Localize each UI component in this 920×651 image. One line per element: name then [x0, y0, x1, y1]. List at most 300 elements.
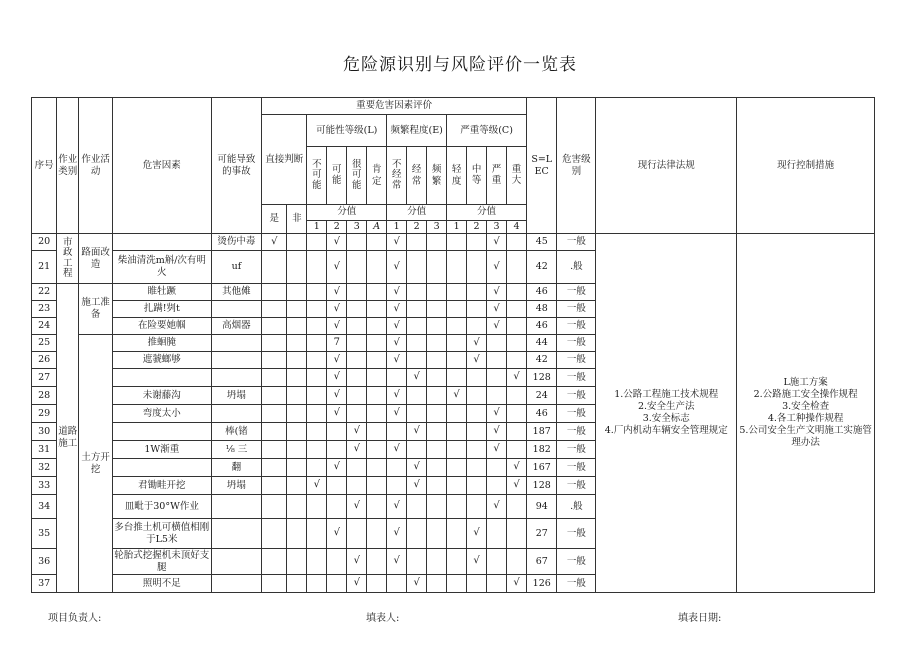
row-severity-cell: [487, 335, 507, 352]
row-possibility-cell: [347, 405, 367, 423]
row-possibility-cell: [327, 549, 347, 575]
row-frequency-cell: [407, 441, 427, 459]
row-direct-yes: [262, 369, 287, 387]
row-severity-cell: [467, 318, 487, 335]
row-direct-yes: [262, 387, 287, 405]
row-score: 42: [527, 251, 557, 284]
row-possibility-cell: √: [327, 318, 347, 335]
row-severity-cell: √: [487, 301, 507, 318]
row-hazard: 多台推土机可横值相刚于L5米: [112, 519, 211, 549]
row-hazard: 轮胎式挖握机未顶好支腿: [114, 549, 210, 573]
header-num: 1: [387, 221, 407, 234]
row-possibility-cell: √: [327, 234, 347, 251]
header-possibility: 可能性等级(L): [307, 115, 387, 147]
row-hazard: 推蛔腌: [112, 335, 211, 352]
row-level: 一般: [557, 459, 596, 477]
row-direct-yes: [262, 459, 287, 477]
header-num: 2: [407, 221, 427, 234]
row-severity-cell: √: [487, 284, 507, 301]
row-severity-cell: [447, 519, 467, 549]
footer-filler: 填表人:: [366, 613, 400, 624]
row-possibility-cell: √: [327, 519, 347, 549]
row-frequency-cell: √: [387, 441, 407, 459]
row-direct-no: [287, 284, 307, 301]
row-frequency-cell: [387, 575, 407, 593]
header-category: 作业类别: [57, 98, 79, 234]
row-frequency-cell: [427, 301, 447, 318]
table-row: [32, 234, 875, 251]
table-body: [32, 234, 875, 593]
row-direct-no: [287, 335, 307, 352]
row-severity-cell: [487, 549, 507, 575]
row-seq: 27: [32, 369, 57, 387]
header-f-often: 经常: [407, 147, 427, 205]
row-severity-cell: [507, 251, 527, 284]
row-frequency-cell: [427, 335, 447, 352]
row-possibility-cell: [347, 301, 367, 318]
row-severity-cell: [467, 387, 487, 405]
row-severity-cell: √: [467, 335, 487, 352]
row-frequency-cell: [427, 318, 447, 335]
row-severity-cell: √: [507, 459, 527, 477]
category-road: 道路施工: [57, 284, 79, 593]
row-score: 167: [527, 459, 557, 477]
row-hazard: [112, 369, 211, 387]
row-accident: ⅛ 三: [211, 441, 261, 459]
row-direct-no: [287, 441, 307, 459]
row-severity-cell: [487, 477, 507, 495]
row-direct-no: [287, 352, 307, 369]
row-accident: [211, 519, 261, 549]
row-accident: uf: [211, 251, 261, 284]
row-severity-cell: [447, 234, 467, 251]
row-severity-cell: √: [467, 352, 487, 369]
row-level: 一般: [557, 575, 596, 593]
row-possibility-cell: [347, 234, 367, 251]
row-frequency-cell: [427, 495, 447, 519]
row-possibility-cell: [347, 352, 367, 369]
row-hazard: 1W渐重: [112, 441, 211, 459]
row-frequency-cell: [427, 477, 447, 495]
row-level: 一般: [557, 387, 596, 405]
law-item: 4.厂内机动车辆安全管理规定: [604, 424, 728, 436]
row-severity-cell: [487, 459, 507, 477]
row-possibility-cell: [307, 459, 327, 477]
page-title: 危险源识别与风险评价一览表: [343, 55, 577, 75]
row-frequency-cell: [407, 352, 427, 369]
row-seq: 32: [32, 459, 57, 477]
row-seq: 29: [32, 405, 57, 423]
row-severity-cell: [447, 301, 467, 318]
row-frequency-cell: √: [387, 495, 407, 519]
row-possibility-cell: [307, 251, 327, 284]
header-num: 2: [467, 221, 487, 234]
row-possibility-cell: [367, 335, 387, 352]
row-possibility-cell: [367, 284, 387, 301]
row-severity-cell: [467, 575, 487, 593]
row-possibility-cell: [367, 549, 387, 575]
row-severity-cell: √: [487, 441, 507, 459]
header-yes: 是: [262, 205, 287, 234]
row-possibility-cell: [367, 575, 387, 593]
row-frequency-cell: [427, 575, 447, 593]
row-frequency-cell: [407, 234, 427, 251]
row-frequency-cell: √: [387, 335, 407, 352]
row-direct-yes: [262, 318, 287, 335]
row-possibility-cell: [347, 284, 367, 301]
row-severity-cell: [507, 519, 527, 549]
row-severity-cell: √: [507, 369, 527, 387]
row-possibility-cell: [307, 352, 327, 369]
row-severity-cell: [447, 549, 467, 575]
header-score-c: 分值: [447, 205, 527, 219]
header-score-e: 分值: [387, 205, 447, 219]
row-severity-cell: [467, 251, 487, 284]
row-accident: [211, 301, 261, 318]
row-possibility-cell: [307, 423, 327, 441]
row-seq: 25: [32, 335, 57, 352]
row-frequency-cell: [407, 387, 427, 405]
header-direct: 直接判断: [262, 115, 307, 205]
row-possibility-cell: [307, 301, 327, 318]
row-direct-no: [287, 318, 307, 335]
header-seq: 序号: [32, 98, 57, 234]
row-frequency-cell: [427, 284, 447, 301]
measure-item: 5.公司安全生产文明施工实施管理办法: [739, 424, 872, 448]
row-frequency-cell: [387, 369, 407, 387]
row-severity-cell: [447, 369, 467, 387]
header-s-medium: 中等: [467, 147, 487, 205]
row-frequency-cell: [427, 519, 447, 549]
header-f-not-often: 不经常: [387, 147, 407, 205]
row-frequency-cell: [427, 441, 447, 459]
header-no: 非: [287, 205, 307, 234]
row-seq: 30: [32, 423, 57, 441]
row-direct-no: [287, 549, 307, 575]
row-frequency-cell: [427, 352, 447, 369]
row-level: 一般: [557, 318, 596, 335]
row-severity-cell: √: [507, 477, 527, 495]
row-severity-cell: [507, 284, 527, 301]
row-possibility-cell: [347, 459, 367, 477]
row-direct-yes: [262, 335, 287, 352]
row-direct-yes: [262, 423, 287, 441]
row-seq: 33: [32, 477, 57, 495]
header-p-very: 很可能: [347, 147, 367, 205]
row-direct-yes: [262, 301, 287, 318]
row-level: 一般: [557, 369, 596, 387]
row-severity-cell: [447, 477, 467, 495]
row-score: 128: [527, 369, 557, 387]
row-possibility-cell: √: [327, 251, 347, 284]
row-possibility-cell: [347, 251, 367, 284]
row-frequency-cell: [407, 495, 427, 519]
activity-earth: 土方开挖: [79, 335, 113, 593]
row-score: 126: [527, 575, 557, 593]
row-frequency-cell: √: [387, 549, 407, 575]
row-accident: [211, 335, 261, 352]
row-frequency-cell: [427, 234, 447, 251]
row-direct-no: [287, 495, 307, 519]
row-level: .般: [557, 251, 596, 284]
row-frequency-cell: [387, 477, 407, 495]
header-s-light: 轻度: [447, 147, 467, 205]
row-direct-yes: [262, 549, 287, 575]
row-severity-cell: [507, 495, 527, 519]
row-severity-cell: [507, 549, 527, 575]
row-possibility-cell: √: [327, 405, 347, 423]
row-severity-cell: [507, 441, 527, 459]
row-frequency-cell: √: [387, 318, 407, 335]
header-s-major: 重大: [507, 147, 527, 205]
row-possibility-cell: [327, 495, 347, 519]
row-hazard: 照明不足: [112, 575, 211, 593]
header-p-possible: 可能: [327, 147, 347, 205]
row-severity-cell: [467, 495, 487, 519]
row-possibility-cell: √: [307, 477, 327, 495]
row-accident: 棒(锗: [211, 423, 261, 441]
row-severity-cell: [487, 519, 507, 549]
row-severity-cell: [447, 495, 467, 519]
row-seq: 36: [32, 549, 57, 575]
row-possibility-cell: [307, 549, 327, 575]
row-direct-no: [287, 405, 307, 423]
row-frequency-cell: √: [387, 519, 407, 549]
row-seq: 28: [32, 387, 57, 405]
row-hazard: 扎蹒!刿t: [112, 301, 211, 318]
row-severity-cell: [447, 251, 467, 284]
header-num: 3: [487, 221, 507, 234]
row-severity-cell: [467, 441, 487, 459]
row-hazard: 遮虢螂够: [112, 352, 211, 369]
row-direct-yes: [262, 519, 287, 549]
row-possibility-cell: [367, 459, 387, 477]
row-frequency-cell: √: [407, 575, 427, 593]
row-possibility-cell: √: [327, 301, 347, 318]
row-possibility-cell: [327, 477, 347, 495]
header-num: 3: [427, 221, 447, 234]
row-hazard: 弯度太小: [112, 405, 211, 423]
row-level: 一般: [557, 477, 596, 495]
row-score: 46: [527, 405, 557, 423]
row-accident: [211, 495, 261, 519]
row-frequency-cell: √: [387, 234, 407, 251]
row-direct-yes: [262, 441, 287, 459]
row-severity-cell: [507, 301, 527, 318]
row-seq: 34: [32, 495, 57, 519]
row-frequency-cell: √: [407, 423, 427, 441]
row-possibility-cell: [307, 575, 327, 593]
header-p-sure: 肯定: [367, 147, 387, 205]
row-possibility-cell: [367, 405, 387, 423]
row-level: 一般: [557, 335, 596, 352]
row-possibility-cell: [347, 369, 367, 387]
header-law: 现行法律法规: [596, 98, 737, 234]
header-num: 4: [507, 221, 527, 234]
measure-item: 4.各工种操作规程: [767, 413, 844, 424]
row-severity-cell: √: [467, 549, 487, 575]
header-f-frequent: 频繁: [427, 147, 447, 205]
row-frequency-cell: [407, 335, 427, 352]
header-eval-group: 重要危害因素评价: [262, 98, 527, 115]
row-accident: 烫伤中毒: [211, 234, 261, 251]
row-accident: 高烟器: [211, 318, 261, 335]
row-possibility-cell: [307, 369, 327, 387]
row-level: 一般: [557, 519, 596, 549]
row-direct-yes: [262, 251, 287, 284]
row-accident: [211, 549, 261, 575]
row-possibility-cell: [347, 387, 367, 405]
row-possibility-cell: [347, 335, 367, 352]
row-hazard: 在险要她帼: [112, 318, 211, 335]
row-frequency-cell: √: [387, 405, 407, 423]
row-level: 一般: [557, 405, 596, 423]
row-severity-cell: [467, 477, 487, 495]
row-direct-no: [287, 251, 307, 284]
header-frequency: 频繁程度(E): [387, 115, 447, 147]
row-possibility-cell: [367, 519, 387, 549]
row-score: 27: [527, 519, 557, 549]
row-score: 42: [527, 352, 557, 369]
footer-leader: 项目负责人:: [48, 613, 102, 624]
row-severity-cell: [507, 352, 527, 369]
row-frequency-cell: [427, 251, 447, 284]
row-possibility-cell: [367, 423, 387, 441]
row-severity-cell: [467, 301, 487, 318]
row-accident: 坍塌: [211, 477, 261, 495]
row-frequency-cell: [407, 405, 427, 423]
row-severity-cell: [447, 318, 467, 335]
row-frequency-cell: [407, 549, 427, 575]
header-hazard: 危害因素: [112, 98, 211, 234]
row-severity-cell: [487, 575, 507, 593]
header-num: 1: [447, 221, 467, 234]
row-frequency-cell: √: [407, 477, 427, 495]
row-possibility-cell: [327, 575, 347, 593]
row-score: 128: [527, 477, 557, 495]
header-score-l: 分值: [307, 205, 387, 219]
row-possibility-cell: [307, 234, 327, 251]
row-severity-cell: [447, 335, 467, 352]
header-activity: 作业活动: [79, 98, 113, 234]
row-possibility-cell: [327, 423, 347, 441]
row-severity-cell: [447, 575, 467, 593]
row-direct-yes: [262, 495, 287, 519]
row-possibility-cell: √: [327, 284, 347, 301]
header-num: 1: [307, 221, 327, 234]
row-seq: 37: [32, 575, 57, 593]
row-severity-cell: [507, 318, 527, 335]
row-direct-yes: [262, 575, 287, 593]
row-direct-yes: [262, 477, 287, 495]
row-frequency-cell: [407, 284, 427, 301]
row-severity-cell: [447, 423, 467, 441]
row-seq: 35: [32, 519, 57, 549]
row-frequency-cell: [427, 459, 447, 477]
row-accident: [211, 575, 261, 593]
row-possibility-cell: √: [347, 575, 367, 593]
row-hazard: [112, 459, 211, 477]
row-seq: 23: [32, 301, 57, 318]
header-num: 3: [347, 221, 367, 234]
row-severity-cell: √: [487, 251, 507, 284]
row-seq: 21: [32, 251, 57, 284]
row-possibility-cell: [367, 234, 387, 251]
row-score: 45: [527, 234, 557, 251]
row-direct-no: [287, 301, 307, 318]
header-level: 危害级别: [557, 98, 596, 234]
header-p-impossible: 不可能: [307, 147, 327, 205]
row-hazard: 未谢藤沟: [112, 387, 211, 405]
row-possibility-cell: [367, 387, 387, 405]
row-severity-cell: √: [507, 575, 527, 593]
row-accident: [211, 369, 261, 387]
row-hazard: 柴油清洗m斛/次有明火: [112, 251, 211, 284]
row-level: 一般: [557, 423, 596, 441]
row-accident: 坍塌: [211, 387, 261, 405]
row-possibility-cell: [307, 519, 327, 549]
row-frequency-cell: [387, 423, 407, 441]
row-possibility-cell: √: [327, 387, 347, 405]
row-frequency-cell: √: [407, 459, 427, 477]
header-s-formula: S=L EC: [527, 98, 557, 234]
row-frequency-cell: [427, 423, 447, 441]
row-possibility-cell: [327, 441, 347, 459]
row-accident: 其他傩: [211, 284, 261, 301]
row-level: 一般: [557, 301, 596, 318]
row-seq: 24: [32, 318, 57, 335]
row-severity-cell: [507, 335, 527, 352]
row-score: 182: [527, 441, 557, 459]
law-list: [596, 234, 737, 593]
row-direct-no: [287, 234, 307, 251]
row-severity-cell: [507, 387, 527, 405]
row-severity-cell: [467, 459, 487, 477]
row-severity-cell: [467, 405, 487, 423]
row-possibility-cell: [367, 301, 387, 318]
row-frequency-cell: [387, 459, 407, 477]
row-possibility-cell: [307, 441, 327, 459]
row-severity-cell: [487, 352, 507, 369]
row-frequency-cell: [427, 369, 447, 387]
row-level: 一般: [557, 352, 596, 369]
row-frequency-cell: √: [387, 352, 407, 369]
row-possibility-cell: [367, 441, 387, 459]
row-frequency-cell: [427, 405, 447, 423]
row-direct-yes: [262, 352, 287, 369]
row-severity-cell: √: [487, 495, 507, 519]
row-seq: 26: [32, 352, 57, 369]
row-score: 46: [527, 284, 557, 301]
row-possibility-cell: √: [327, 352, 347, 369]
row-frequency-cell: [427, 549, 447, 575]
row-score: 94: [527, 495, 557, 519]
row-score: 67: [527, 549, 557, 575]
row-possibility-cell: [347, 477, 367, 495]
row-possibility-cell: [367, 352, 387, 369]
row-possibility-cell: 7: [327, 335, 347, 352]
row-severity-cell: [447, 352, 467, 369]
header-num: 2: [327, 221, 347, 234]
row-hazard: [112, 423, 211, 441]
row-severity-cell: [507, 423, 527, 441]
row-direct-no: [287, 387, 307, 405]
row-severity-cell: [487, 369, 507, 387]
header-s-serious: 严重: [487, 147, 507, 205]
measure-item: 3.安全检查: [782, 401, 830, 413]
row-possibility-cell: √: [347, 549, 367, 575]
row-frequency-cell: √: [387, 301, 407, 318]
